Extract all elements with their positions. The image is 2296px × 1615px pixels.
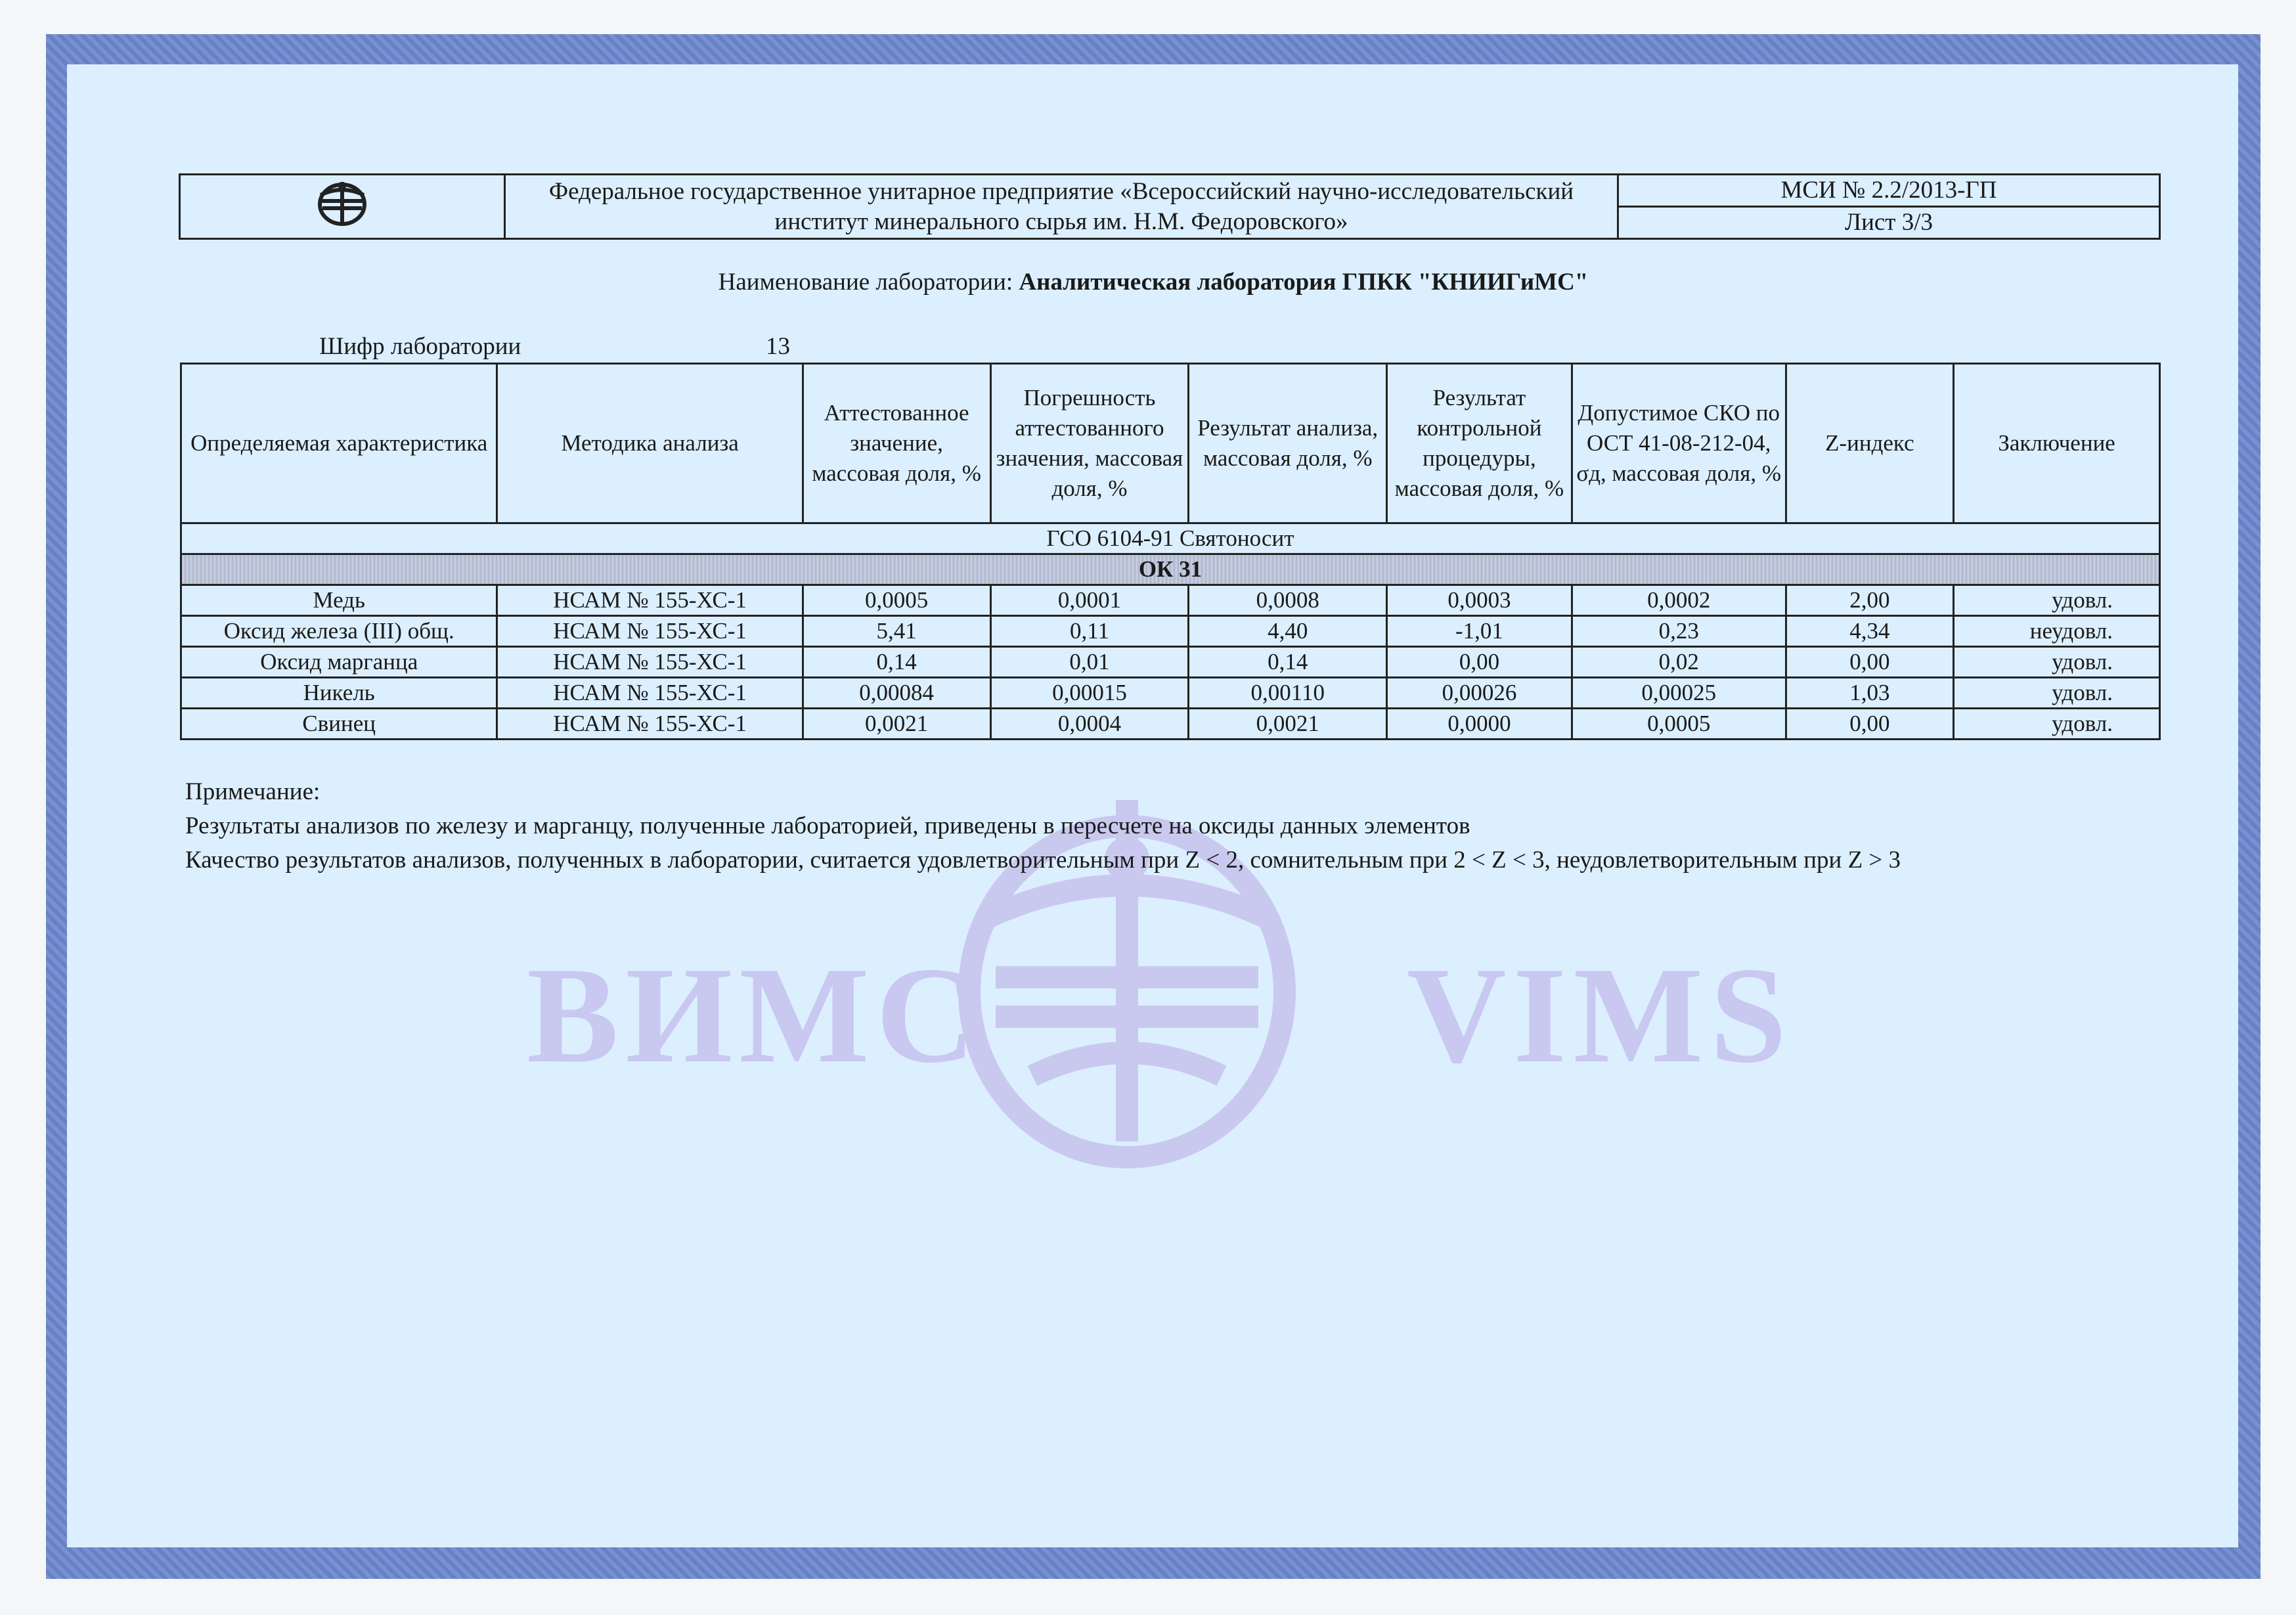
table-cell: 0,0004	[990, 709, 1189, 740]
table-cell: 0,00110	[1189, 678, 1387, 709]
certificate-frame	[46, 34, 2261, 1579]
laboratory-name-value: Аналитическая лаборатория ГПКК "КНИИГиМС"	[1019, 269, 1589, 296]
group-name: ОК 31	[181, 554, 2160, 585]
table-row	[181, 678, 2160, 709]
table-cell: 0,0000	[1387, 709, 1572, 740]
table-cell: 1,03	[1786, 678, 1954, 709]
table-cell: неудовл.	[1954, 616, 2160, 647]
table-cell: Оксид железа (III) общ.	[181, 616, 497, 647]
table-cell: 2,00	[1786, 585, 1954, 616]
table-row	[181, 709, 2160, 740]
column-header: Определяемая характеристика	[181, 364, 497, 523]
table-cell: 0,0005	[803, 585, 990, 616]
column-header: Допустимое СКО по ОСТ 41-08-212-04, σд, массовая доля, %	[1572, 364, 1786, 523]
table-cell: 0,14	[1189, 647, 1387, 678]
table-cell: НСАМ № 155-ХС-1	[497, 647, 803, 678]
table-cell: удовл.	[1954, 678, 2160, 709]
laboratory-cipher-label: Шифр лаборатории	[319, 333, 521, 360]
table-cell: 0,0008	[1189, 585, 1387, 616]
table-cell: 0,11	[990, 616, 1189, 647]
table-cell: 5,41	[803, 616, 990, 647]
table-cell: 0,00	[1786, 647, 1954, 678]
table-cell: 0,0002	[1572, 585, 1786, 616]
table-row	[181, 616, 2160, 647]
notes-line: Результаты анализов по железу и марганцу, полученные лабораторией, приведены в пересчете на оксиды данных элементов	[185, 812, 1470, 839]
table-cell: 0,02	[1572, 647, 1786, 678]
table-cell: Медь	[181, 585, 497, 616]
document-header	[179, 173, 2161, 240]
column-header: Заключение	[1954, 364, 2160, 523]
header-logo-cell	[180, 175, 505, 239]
table-cell: 0,0005	[1572, 709, 1786, 740]
table-header-row	[181, 364, 2160, 523]
table-cell: 0,00015	[990, 678, 1189, 709]
table-cell: Оксид марганца	[181, 647, 497, 678]
table-cell: 0,0001	[990, 585, 1189, 616]
table-cell: 0,0021	[803, 709, 990, 740]
laboratory-cipher-value: 13	[766, 333, 790, 360]
column-header: Z-индекс	[1786, 364, 1954, 523]
table-cell: 0,0021	[1189, 709, 1387, 740]
table-cell: НСАМ № 155-ХС-1	[497, 678, 803, 709]
document-code: МСИ № 2.2/2013-ГП	[1618, 175, 2160, 207]
table-cell: 0,23	[1572, 616, 1786, 647]
table-row	[181, 585, 2160, 616]
column-header: Аттестованное значение, массовая доля, %	[803, 364, 990, 523]
laboratory-name-label: Наименование лаборатории:	[718, 269, 1013, 296]
notes-line: Качество результатов анализов, полученных в лаборатории, считается удовлетворительным при Z < 2, сомнительным при 2 < Z < 3, неудовлетворительным при Z > 3	[185, 847, 1901, 874]
table-cell: НСАМ № 155-ХС-1	[497, 585, 803, 616]
table-cell: 0,00	[1387, 647, 1572, 678]
table-cell: 4,34	[1786, 616, 1954, 647]
notes-section	[185, 775, 1901, 877]
organization-name: Федеральное государственное унитарное предприятие «Всероссийский научно-исследовательский институт минерального сырья им. Н.М. Федоровского»	[505, 175, 1618, 239]
table-row	[181, 647, 2160, 678]
watermark-text-left: ВИМС	[527, 939, 982, 1092]
table-cell: 0,00084	[803, 678, 990, 709]
column-header: Результат анализа, массовая доля, %	[1189, 364, 1387, 523]
table-cell: удовл.	[1954, 709, 2160, 740]
table-cell: 0,14	[803, 647, 990, 678]
table-cell: 0,00026	[1387, 678, 1572, 709]
table-cell: Свинец	[181, 709, 497, 740]
vims-logo-icon	[306, 177, 378, 229]
table-cell: 0,00025	[1572, 678, 1786, 709]
table-cell: 0,0003	[1387, 585, 1572, 616]
table-cell: -1,01	[1387, 616, 1572, 647]
watermark-text-right: VIMS	[1407, 939, 1794, 1092]
column-header: Погрешность аттестованного значения, массовая доля, %	[990, 364, 1189, 523]
results-table	[180, 363, 2161, 740]
sample-row	[181, 523, 2160, 554]
sheet-number: Лист 3/3	[1618, 207, 2160, 239]
laboratory-name	[46, 268, 2261, 296]
table-cell: Никель	[181, 678, 497, 709]
notes-title: Примечание:	[185, 778, 320, 805]
column-header: Результат контрольной процедуры, массовая доля, %	[1387, 364, 1572, 523]
table-cell: 0,01	[990, 647, 1189, 678]
table-cell: 4,40	[1189, 616, 1387, 647]
table-cell: удовл.	[1954, 647, 2160, 678]
column-header: Методика анализа	[497, 364, 803, 523]
table-cell: удовл.	[1954, 585, 2160, 616]
table-cell: 0,00	[1786, 709, 1954, 740]
group-row	[181, 554, 2160, 585]
sample-name: ГСО 6104-91 Святоносит	[181, 523, 2160, 554]
table-cell: НСАМ № 155-ХС-1	[497, 709, 803, 740]
table-cell: НСАМ № 155-ХС-1	[497, 616, 803, 647]
